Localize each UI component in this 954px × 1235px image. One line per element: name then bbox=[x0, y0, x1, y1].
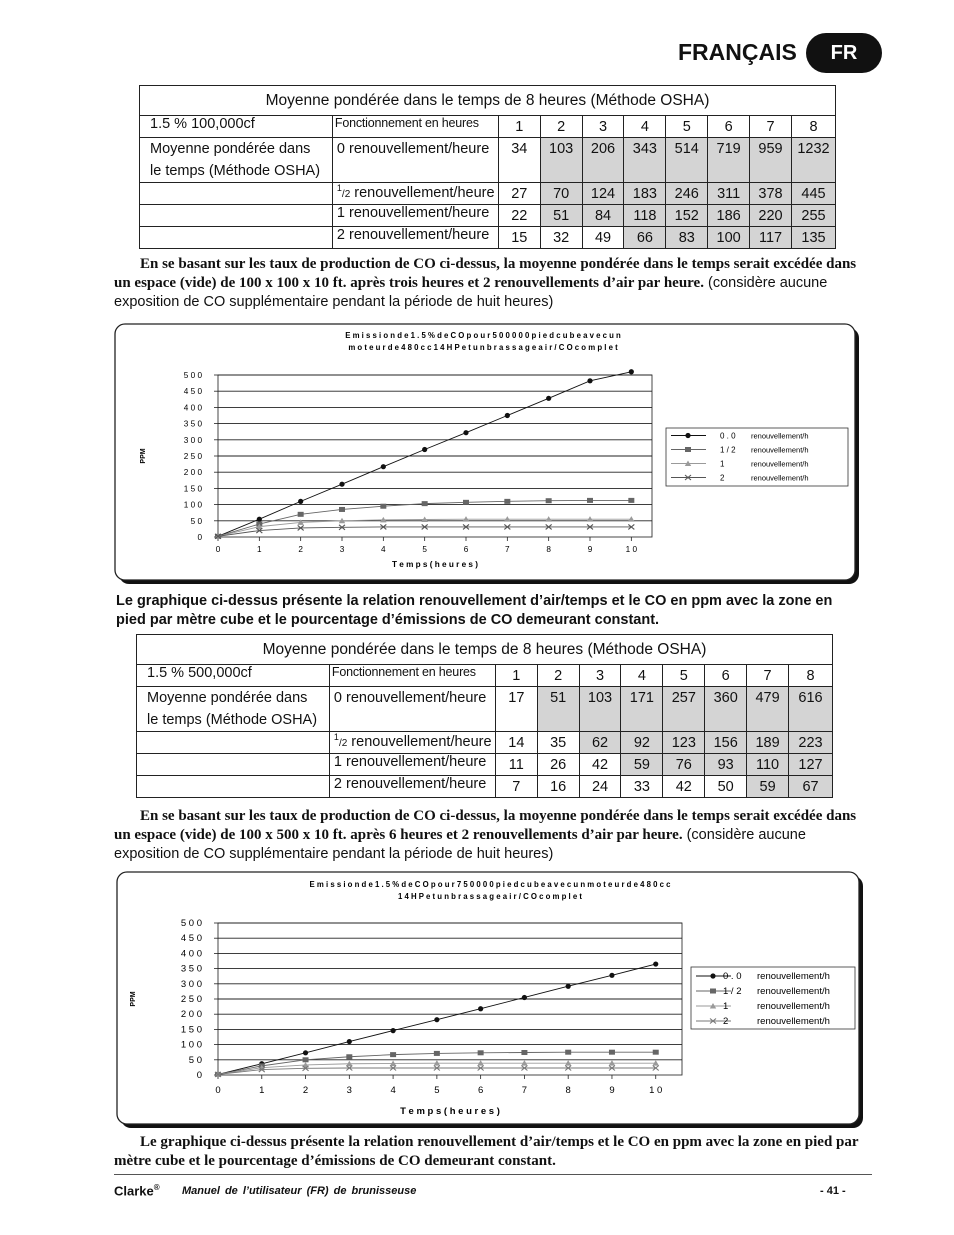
legend-label: renouvellement/h bbox=[751, 445, 809, 455]
legend-label: renouvellement/h bbox=[757, 1001, 830, 1012]
language-title: FRANÇAIS bbox=[678, 39, 797, 65]
x-tick-label: 2 bbox=[302, 1085, 309, 1096]
table-row bbox=[140, 205, 836, 227]
hour-cell: 7 bbox=[750, 116, 792, 138]
data-point bbox=[390, 1028, 395, 1033]
x-tick-label: 9 bbox=[609, 1085, 615, 1096]
osha-table-500000cf bbox=[136, 634, 833, 798]
data-point bbox=[685, 447, 691, 452]
data-point bbox=[434, 1051, 440, 1056]
table-cell: 220 bbox=[750, 205, 792, 227]
y-tick-label: 1 5 0 bbox=[180, 1024, 202, 1036]
table-cell: 83 bbox=[666, 227, 708, 249]
x-tick-label: 3 bbox=[339, 545, 345, 554]
table-cell: 49 bbox=[582, 227, 624, 249]
x-tick-label: 0 bbox=[215, 545, 221, 554]
hour-cell: 8 bbox=[791, 116, 835, 138]
footer-manual-title: Manuel de l’utilisateur (FR) de brunisseuse bbox=[182, 1185, 417, 1197]
row-label: $^1$/2 renouvellement/heure bbox=[332, 183, 498, 205]
table-cell: 124 bbox=[582, 183, 624, 205]
table-cell: 311 bbox=[708, 183, 750, 205]
hours-label: Fonctionnement en heures bbox=[332, 116, 498, 138]
data-point bbox=[390, 1052, 396, 1057]
row-group-label: Moyenne pondérée dans le temps (Méthode OSHA) bbox=[140, 138, 333, 183]
table-row bbox=[140, 227, 836, 249]
table-cell: 42 bbox=[663, 776, 705, 798]
y-tick-label: 2 0 0 bbox=[180, 1009, 202, 1021]
table-cell: 127 bbox=[789, 754, 833, 776]
empty-cell bbox=[140, 183, 333, 205]
data-point bbox=[434, 1017, 439, 1022]
table-cell: 34 bbox=[498, 138, 540, 183]
x-tick-label: 7 bbox=[521, 1085, 528, 1096]
table-cell: 103 bbox=[579, 687, 621, 732]
table-cell: 27 bbox=[498, 183, 540, 205]
table-cell: 378 bbox=[750, 183, 792, 205]
x-tick-label: 9 bbox=[587, 545, 593, 554]
table-title: Moyenne pondérée dans le temps de 8 heures (Méthode OSHA) bbox=[140, 86, 836, 116]
chart-1-caption: Le graphique ci-dessus présente la relation renouvellement d’air/temps et le CO en ppm avec la zone en pied par mètre cube et le pourcentage d’émissions de CO demeurant constant. bbox=[116, 593, 833, 628]
row-label: 1 renouvellement/heure bbox=[329, 754, 495, 776]
data-point bbox=[710, 973, 715, 978]
table-cell: 51 bbox=[537, 687, 579, 732]
legend-label: renouvellement/h bbox=[757, 1016, 830, 1027]
legend-name: 1 / 2 bbox=[723, 986, 742, 997]
data-point bbox=[339, 482, 344, 487]
table-cell: 514 bbox=[666, 138, 708, 183]
chart-legend bbox=[666, 428, 848, 486]
row-label: 2 renouvellement/heure bbox=[329, 776, 495, 798]
table-cell: 100 bbox=[708, 227, 750, 249]
empty-cell bbox=[137, 754, 330, 776]
data-point bbox=[478, 1050, 484, 1055]
footer-brand: Clarke® bbox=[114, 1183, 160, 1199]
table-cell: 110 bbox=[747, 754, 789, 776]
table-cell: 479 bbox=[747, 687, 789, 732]
table-cell: 7 bbox=[495, 776, 537, 798]
x-tick-label: 0 bbox=[215, 1085, 221, 1096]
data-point bbox=[339, 507, 345, 512]
table-cell: 26 bbox=[537, 754, 579, 776]
chart-legend bbox=[691, 967, 855, 1029]
table-cell: 17 bbox=[495, 687, 537, 732]
data-point bbox=[303, 1057, 309, 1062]
table-row bbox=[137, 754, 833, 776]
table-cell: 24 bbox=[579, 776, 621, 798]
table-cell: 123 bbox=[663, 732, 705, 754]
table-cell: 343 bbox=[624, 138, 666, 183]
table-header-row bbox=[137, 665, 833, 687]
table-cell: 103 bbox=[540, 138, 582, 183]
legend-name: 0 . 0 bbox=[720, 431, 736, 441]
data-point bbox=[422, 447, 427, 452]
hour-cell: 3 bbox=[582, 116, 624, 138]
footer-rule bbox=[114, 1174, 872, 1175]
data-point bbox=[587, 498, 593, 503]
table-cell: 22 bbox=[498, 205, 540, 227]
hour-cell: 5 bbox=[666, 116, 708, 138]
x-tick-label: 4 bbox=[390, 1085, 396, 1096]
chart-title: 1 4 H P e t u n b r a s s a g e a i r / C O c o m p l e t bbox=[397, 892, 583, 901]
table-cell: 14 bbox=[495, 732, 537, 754]
table-row bbox=[140, 138, 836, 183]
table-row bbox=[137, 732, 833, 754]
empty-cell bbox=[140, 205, 333, 227]
table-cell: 117 bbox=[750, 227, 792, 249]
paragraph-1 bbox=[114, 255, 862, 312]
chart-2-caption: Le graphique ci-dessus présente la relation renouvellement d’air/temps et le CO en ppm avec la zone en pied par mètre cube et le pourcentage d’émissions de CO demeurant constant. bbox=[114, 1134, 859, 1169]
table-cell: 186 bbox=[708, 205, 750, 227]
language-header bbox=[678, 33, 888, 73]
table-cell: 92 bbox=[621, 732, 663, 754]
y-tick-label: 0 bbox=[196, 1070, 202, 1081]
table-cell: 62 bbox=[579, 732, 621, 754]
table-row bbox=[137, 687, 833, 732]
legend-name: 1 / 2 bbox=[720, 445, 736, 455]
y-tick-label: 3 0 0 bbox=[183, 435, 202, 445]
x-tick-label: 5 bbox=[434, 1085, 440, 1096]
hour-cell: 2 bbox=[540, 116, 582, 138]
data-point bbox=[381, 464, 386, 469]
table-cell: 171 bbox=[621, 687, 663, 732]
data-point bbox=[653, 1050, 659, 1055]
y-tick-label: 1 5 0 bbox=[183, 484, 202, 494]
y-tick-label: 0 bbox=[197, 533, 202, 542]
data-point bbox=[565, 1050, 571, 1055]
hours-label: Fonctionnement en heures bbox=[329, 665, 495, 687]
legend-label: renouvellement/h bbox=[751, 459, 809, 469]
empty-cell bbox=[140, 227, 333, 249]
y-tick-label: 4 0 0 bbox=[183, 403, 202, 413]
data-point bbox=[504, 499, 510, 504]
hour-cell: 1 bbox=[498, 116, 540, 138]
row-group-label: Moyenne pondérée dans le temps (Méthode OSHA) bbox=[137, 687, 330, 732]
legend-name: 0 . 0 bbox=[723, 971, 742, 982]
y-tick-label: 1 0 0 bbox=[180, 1039, 202, 1051]
row-label: 0 renouvellement/heure bbox=[329, 687, 495, 732]
legend-name: 2 bbox=[723, 1016, 729, 1027]
x-tick-label: 6 bbox=[477, 1085, 484, 1096]
x-tick-label: 7 bbox=[505, 545, 510, 554]
empty-cell bbox=[137, 776, 330, 798]
table-cell: 42 bbox=[579, 754, 621, 776]
table-cell: 257 bbox=[663, 687, 705, 732]
x-tick-label: 8 bbox=[546, 545, 551, 554]
legend-name: 2 bbox=[720, 473, 725, 483]
table-cell: 206 bbox=[582, 138, 624, 183]
table-cell: 33 bbox=[621, 776, 663, 798]
row-label: 2 renouvellement/heure bbox=[332, 227, 498, 249]
table-cell: 67 bbox=[789, 776, 833, 798]
x-tick-label: 5 bbox=[422, 545, 427, 554]
y-tick-label: 1 0 0 bbox=[183, 500, 202, 510]
x-tick-label: 6 bbox=[463, 545, 469, 554]
table-cell: 152 bbox=[666, 205, 708, 227]
paragraph-normal: (considère aucune exposition de CO supplémentaire pendant la période de huit heures) bbox=[114, 827, 806, 862]
data-point bbox=[546, 396, 551, 401]
footer-page-number: - 41 - bbox=[820, 1185, 846, 1197]
y-tick-label: 5 0 bbox=[188, 1054, 202, 1066]
row-label: 1 renouvellement/heure bbox=[332, 205, 498, 227]
data-point bbox=[505, 413, 510, 418]
data-point bbox=[653, 961, 658, 966]
y-tick-label: 5 0 bbox=[190, 516, 202, 526]
data-point bbox=[257, 517, 262, 522]
x-axis-label: T e m p s ( h e u r e s ) bbox=[400, 1106, 500, 1117]
chart-title: E m i s s i o n d e 1 . 5 % d e C O p o u r 7 5 0 0 0 0 p i e d c u b e a v e c u n m o t e u r d e 4 8 0 c c bbox=[309, 880, 671, 889]
x-tick-label: 2 bbox=[298, 545, 303, 554]
y-tick-label: 4 5 0 bbox=[180, 933, 202, 945]
y-tick-label: 2 5 0 bbox=[180, 994, 202, 1005]
y-tick-label: 3 5 0 bbox=[180, 963, 202, 975]
y-tick-label: 3 5 0 bbox=[183, 419, 202, 429]
hour-cell: 6 bbox=[708, 116, 750, 138]
legend-label: renouvellement/h bbox=[751, 431, 809, 441]
hour-cell: 7 bbox=[747, 665, 789, 687]
x-tick-label: 1 0 bbox=[649, 1085, 663, 1096]
data-point bbox=[346, 1054, 352, 1059]
data-point bbox=[566, 984, 571, 989]
legend-label: renouvellement/h bbox=[751, 473, 809, 483]
paragraph-bold: En se basant sur les taux de production de CO ci-dessus, la moyenne pondérée dans le temps serait excédée dans un espace (vide) de 100 x 100 x 10 ft. après trois heures et 2 renouvellements d’air par heure. bbox=[114, 256, 857, 291]
x-tick-label: 1 bbox=[259, 1085, 265, 1096]
row-label: 0 renouvellement/heure bbox=[332, 138, 498, 183]
table-cell: 183 bbox=[624, 183, 666, 205]
data-point bbox=[609, 1050, 615, 1055]
data-point bbox=[609, 973, 614, 978]
legend-label: renouvellement/h bbox=[757, 986, 830, 997]
data-point bbox=[710, 989, 716, 994]
table-cell: 51 bbox=[540, 205, 582, 227]
table-cell: 11 bbox=[495, 754, 537, 776]
table-cell: 719 bbox=[708, 138, 750, 183]
hour-cell: 5 bbox=[663, 665, 705, 687]
table-cell: 616 bbox=[789, 687, 833, 732]
table-cell: 50 bbox=[705, 776, 747, 798]
x-tick-label: 3 bbox=[346, 1085, 352, 1096]
table-cell: 66 bbox=[624, 227, 666, 249]
y-tick-label: 5 0 0 bbox=[183, 371, 202, 380]
data-point bbox=[521, 1050, 527, 1055]
table-cell: 445 bbox=[791, 183, 835, 205]
paragraph-bold: En se basant sur les taux de production de CO ci-dessus, la moyenne pondérée dans le temps serait excédée dans un espace (vide) de 100 x 500 x 10 ft. après 6 heures et 2 renouvellements d’air par heure. bbox=[114, 808, 857, 843]
language-badge: FR bbox=[806, 33, 882, 73]
row-header-label: 1.5 % 500,000cf bbox=[137, 665, 330, 687]
data-point bbox=[546, 498, 552, 503]
data-point bbox=[522, 995, 527, 1000]
table-cell: 70 bbox=[540, 183, 582, 205]
table-cell: 156 bbox=[705, 732, 747, 754]
x-tick-label: 4 bbox=[381, 545, 386, 554]
table-cell: 15 bbox=[498, 227, 540, 249]
data-point bbox=[629, 369, 634, 374]
legend-name: 1 bbox=[720, 459, 725, 469]
data-point bbox=[685, 433, 690, 438]
data-point bbox=[587, 378, 592, 383]
data-point bbox=[463, 500, 469, 505]
data-point bbox=[380, 504, 386, 509]
table-cell: 59 bbox=[747, 776, 789, 798]
hour-cell: 8 bbox=[789, 665, 833, 687]
table-cell: 59 bbox=[621, 754, 663, 776]
data-point bbox=[303, 1050, 308, 1055]
data-point bbox=[478, 1006, 483, 1011]
table-cell: 959 bbox=[750, 138, 792, 183]
chart-title: E m i s s i o n d e 1 . 5 % d e C O p o u r 5 0 0 0 0 0 p i e d c u b e a v e c u n bbox=[345, 331, 621, 340]
table-header-row bbox=[140, 116, 836, 138]
table-cell: 223 bbox=[789, 732, 833, 754]
table-row bbox=[140, 183, 836, 205]
table-cell: 32 bbox=[540, 227, 582, 249]
hour-cell: 1 bbox=[495, 665, 537, 687]
table-cell: 1232 bbox=[791, 138, 835, 183]
y-tick-label: 5 0 0 bbox=[180, 918, 202, 929]
y-tick-label: 2 5 0 bbox=[183, 452, 202, 461]
x-tick-label: 1 bbox=[257, 545, 262, 554]
table-cell: 76 bbox=[663, 754, 705, 776]
osha-table-100000cf bbox=[139, 85, 836, 249]
table-cell: 255 bbox=[791, 205, 835, 227]
hour-cell: 2 bbox=[537, 665, 579, 687]
table-cell: 360 bbox=[705, 687, 747, 732]
chart-2-svg bbox=[114, 870, 866, 1128]
hour-cell: 4 bbox=[621, 665, 663, 687]
table-cell: 93 bbox=[705, 754, 747, 776]
y-tick-label: 4 0 0 bbox=[180, 948, 202, 960]
data-point bbox=[628, 498, 634, 503]
legend-name: 1 bbox=[723, 1001, 729, 1012]
y-tick-label: 4 5 0 bbox=[183, 387, 202, 397]
table-cell: 16 bbox=[537, 776, 579, 798]
table-cell: 246 bbox=[666, 183, 708, 205]
empty-cell bbox=[137, 732, 330, 754]
y-tick-label: 3 0 0 bbox=[180, 978, 202, 990]
hour-cell: 3 bbox=[579, 665, 621, 687]
hour-cell: 4 bbox=[624, 116, 666, 138]
table-title: Moyenne pondérée dans le temps de 8 heures (Méthode OSHA) bbox=[137, 635, 833, 665]
y-axis-label: PPM bbox=[140, 448, 147, 464]
row-header-label: 1.5 % 100,000cf bbox=[140, 116, 333, 138]
table-cell: 84 bbox=[582, 205, 624, 227]
row-label: $^1$/2 renouvellement/heure bbox=[329, 732, 495, 754]
y-axis-label: PPM bbox=[130, 991, 137, 1007]
chart-2 bbox=[114, 870, 866, 1128]
paragraph-normal: (considère aucune exposition de CO supplémentaire pendant la période de huit heures) bbox=[114, 275, 828, 310]
table-row bbox=[137, 776, 833, 798]
chart-1 bbox=[113, 322, 861, 584]
x-tick-label: 8 bbox=[565, 1085, 571, 1096]
data-point bbox=[298, 512, 304, 517]
chart-title: m o t e u r d e 4 8 0 c c 1 4 H P e t u n b r a s s a g e a i r / C O c o m p l e t bbox=[348, 343, 618, 352]
chart-1-svg bbox=[113, 322, 861, 584]
data-point bbox=[298, 499, 303, 504]
hour-cell: 6 bbox=[705, 665, 747, 687]
legend-label: renouvellement/h bbox=[757, 971, 830, 982]
y-tick-label: 2 0 0 bbox=[183, 468, 202, 478]
table-cell: 189 bbox=[747, 732, 789, 754]
data-point bbox=[422, 501, 428, 506]
x-tick-label: 1 0 bbox=[625, 545, 638, 554]
table-cell: 118 bbox=[624, 205, 666, 227]
paragraph-2 bbox=[114, 807, 862, 864]
data-point bbox=[347, 1039, 352, 1044]
x-axis-label: T e m p s ( h e u r e s ) bbox=[392, 560, 478, 569]
table-cell: 35 bbox=[537, 732, 579, 754]
table-cell: 135 bbox=[791, 227, 835, 249]
data-point bbox=[463, 430, 468, 435]
